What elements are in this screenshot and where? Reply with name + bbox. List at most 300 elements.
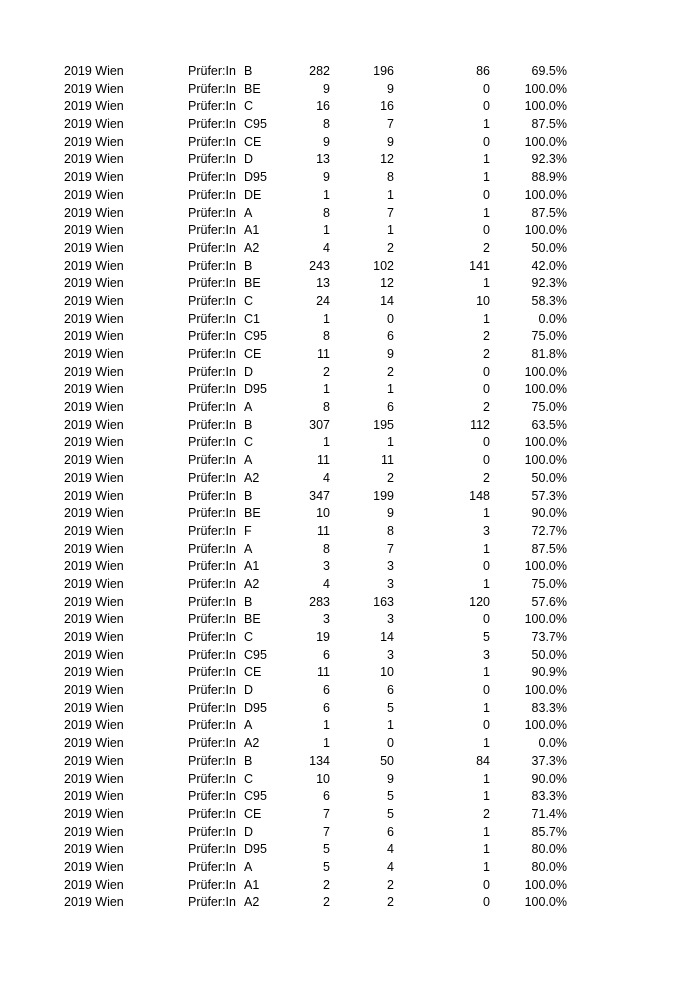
year-location-cell: 2019 Wien	[64, 806, 124, 821]
table-row	[0, 841, 700, 859]
passed-count-cell: 6	[387, 824, 394, 839]
examiner-cell: Prüfer:In	[188, 152, 236, 167]
pass-rate-cell: 0.0%	[538, 311, 567, 326]
license-class-cell: D95	[244, 700, 267, 715]
examiner-cell: Prüfer:In	[188, 470, 236, 485]
examiner-cell: Prüfer:In	[188, 683, 236, 698]
passed-count-cell: 3	[387, 612, 394, 627]
failed-count-cell: 1	[483, 205, 490, 220]
failed-count-cell: 1	[483, 276, 490, 291]
license-class-cell: F	[244, 523, 252, 538]
table-row	[0, 505, 700, 523]
failed-count-cell: 1	[483, 170, 490, 185]
pass-rate-cell: 57.6%	[531, 594, 567, 609]
examiner-cell: Prüfer:In	[188, 99, 236, 114]
pass-rate-cell: 100.0%	[524, 877, 567, 892]
passed-count-cell: 8	[387, 170, 394, 185]
passed-count-cell: 199	[373, 488, 394, 503]
passed-count-cell: 2	[387, 470, 394, 485]
license-class-cell: D	[244, 152, 254, 167]
table-row	[0, 452, 700, 470]
total-count-cell: 134	[309, 753, 330, 768]
total-count-cell: 2	[323, 895, 330, 910]
table-row	[0, 134, 700, 152]
pass-rate-cell: 100.0%	[524, 81, 567, 96]
failed-count-cell: 2	[483, 806, 490, 821]
examiner-cell: Prüfer:In	[188, 205, 236, 220]
license-class-cell: B	[244, 417, 253, 432]
total-count-cell: 19	[316, 630, 330, 644]
pass-rate-cell: 100.0%	[524, 187, 567, 202]
license-class-cell: A1	[244, 877, 260, 892]
total-count-cell: 6	[323, 683, 330, 698]
license-class-cell: B	[244, 753, 253, 768]
pass-rate-cell: 58.3%	[531, 293, 567, 308]
pass-rate-cell: 63.5%	[531, 417, 567, 432]
examiner-cell: Prüfer:In	[188, 576, 236, 591]
table-row	[0, 700, 700, 718]
table-row	[0, 328, 700, 346]
year-location-cell: 2019 Wien	[64, 187, 124, 202]
year-location-cell: 2019 Wien	[64, 223, 124, 238]
total-count-cell: 1	[323, 311, 330, 326]
pass-rate-cell: 87.5%	[531, 205, 567, 220]
license-class-cell: A1	[244, 223, 260, 238]
pass-rate-cell: 100.0%	[524, 559, 567, 574]
year-location-cell: 2019 Wien	[64, 718, 124, 733]
pass-rate-cell: 73.7%	[531, 630, 567, 644]
year-location-cell: 2019 Wien	[64, 895, 124, 910]
license-class-cell: BE	[244, 506, 261, 521]
total-count-cell: 5	[323, 842, 330, 857]
failed-count-cell: 2	[483, 329, 490, 344]
pass-rate-cell: 100.0%	[524, 382, 567, 397]
examiner-cell: Prüfer:In	[188, 400, 236, 415]
table-row	[0, 629, 700, 647]
year-location-cell: 2019 Wien	[64, 117, 124, 132]
total-count-cell: 243	[309, 258, 330, 273]
total-count-cell: 6	[323, 647, 330, 662]
license-class-cell: A2	[244, 470, 260, 485]
failed-count-cell: 0	[483, 895, 490, 910]
license-class-cell: C	[244, 99, 254, 114]
license-class-cell: A	[244, 205, 253, 220]
failed-count-cell: 2	[483, 400, 490, 415]
license-class-cell: B	[244, 64, 253, 78]
failed-count-cell: 1	[483, 665, 490, 680]
examiner-cell: Prüfer:In	[188, 842, 236, 857]
failed-count-cell: 1	[483, 506, 490, 521]
pass-rate-cell: 100.0%	[524, 612, 567, 627]
total-count-cell: 2	[323, 877, 330, 892]
year-location-cell: 2019 Wien	[64, 470, 124, 485]
failed-count-cell: 5	[483, 630, 490, 644]
passed-count-cell: 6	[387, 400, 394, 415]
passed-count-cell: 5	[387, 789, 394, 804]
examiner-cell: Prüfer:In	[188, 81, 236, 96]
license-class-cell: BE	[244, 81, 261, 96]
examiner-cell: Prüfer:In	[188, 877, 236, 892]
passed-count-cell: 7	[387, 205, 394, 220]
failed-count-cell: 1	[483, 152, 490, 167]
pass-rate-cell: 50.0%	[531, 647, 567, 662]
pass-rate-cell: 37.3%	[531, 753, 567, 768]
examiner-cell: Prüfer:In	[188, 736, 236, 751]
license-class-cell: B	[244, 594, 253, 609]
passed-count-cell: 0	[387, 311, 394, 326]
failed-count-cell: 0	[483, 382, 490, 397]
total-count-cell: 13	[316, 276, 330, 291]
table-row	[0, 346, 700, 364]
total-count-cell: 1	[323, 718, 330, 733]
examiner-cell: Prüfer:In	[188, 347, 236, 361]
table-row	[0, 859, 700, 877]
examiner-cell: Prüfer:In	[188, 240, 236, 255]
pass-rate-cell: 85.7%	[531, 824, 567, 839]
table-row	[0, 541, 700, 559]
passed-count-cell: 12	[380, 276, 394, 291]
license-class-cell: D	[244, 364, 254, 379]
passed-count-cell: 1	[387, 187, 394, 202]
failed-count-cell: 2	[483, 240, 490, 255]
passed-count-cell: 9	[387, 81, 394, 96]
pass-rate-cell: 90.0%	[531, 506, 567, 521]
total-count-cell: 6	[323, 700, 330, 715]
year-location-cell: 2019 Wien	[64, 523, 124, 538]
failed-count-cell: 1	[483, 824, 490, 839]
total-count-cell: 10	[316, 771, 330, 786]
table-row	[0, 806, 700, 824]
pass-rate-cell: 100.0%	[524, 364, 567, 379]
table-row	[0, 293, 700, 311]
license-class-cell: C1	[244, 311, 260, 326]
examiner-cell: Prüfer:In	[188, 718, 236, 733]
year-location-cell: 2019 Wien	[64, 559, 124, 574]
passed-count-cell: 16	[380, 99, 394, 114]
table-row	[0, 222, 700, 240]
year-location-cell: 2019 Wien	[64, 842, 124, 857]
passed-count-cell: 50	[380, 753, 394, 768]
passed-count-cell: 4	[387, 859, 394, 874]
pass-rate-cell: 83.3%	[531, 700, 567, 715]
license-class-cell: C95	[244, 789, 267, 804]
license-class-cell: D95	[244, 382, 267, 397]
passed-count-cell: 7	[387, 117, 394, 132]
pass-rate-cell: 100.0%	[524, 683, 567, 698]
failed-count-cell: 0	[483, 99, 490, 114]
pass-rate-cell: 75.0%	[531, 576, 567, 591]
year-location-cell: 2019 Wien	[64, 293, 124, 308]
examiner-cell: Prüfer:In	[188, 700, 236, 715]
examiner-cell: Prüfer:In	[188, 364, 236, 379]
failed-count-cell: 1	[483, 859, 490, 874]
table-row	[0, 258, 700, 276]
year-location-cell: 2019 Wien	[64, 347, 124, 361]
total-count-cell: 1	[323, 187, 330, 202]
table-row	[0, 417, 700, 435]
year-location-cell: 2019 Wien	[64, 488, 124, 503]
passed-count-cell: 9	[387, 771, 394, 786]
examiner-cell: Prüfer:In	[188, 223, 236, 238]
pass-rate-cell: 0.0%	[538, 736, 567, 751]
year-location-cell: 2019 Wien	[64, 736, 124, 751]
license-class-cell: A	[244, 718, 253, 733]
year-location-cell: 2019 Wien	[64, 170, 124, 185]
year-location-cell: 2019 Wien	[64, 753, 124, 768]
total-count-cell: 1	[323, 382, 330, 397]
table-row	[0, 717, 700, 735]
total-count-cell: 1	[323, 223, 330, 238]
failed-count-cell: 0	[483, 81, 490, 96]
failed-count-cell: 0	[483, 559, 490, 574]
table-row	[0, 523, 700, 541]
failed-count-cell: 0	[483, 223, 490, 238]
examiner-cell: Prüfer:In	[188, 594, 236, 609]
total-count-cell: 307	[309, 417, 330, 432]
passed-count-cell: 1	[387, 223, 394, 238]
passed-count-cell: 9	[387, 134, 394, 149]
failed-count-cell: 0	[483, 134, 490, 149]
pass-rate-cell: 100.0%	[524, 223, 567, 238]
total-count-cell: 283	[309, 594, 330, 609]
license-class-cell: D95	[244, 170, 267, 185]
year-location-cell: 2019 Wien	[64, 382, 124, 397]
year-location-cell: 2019 Wien	[64, 576, 124, 591]
table-row	[0, 824, 700, 842]
passed-count-cell: 8	[387, 523, 394, 538]
pass-rate-cell: 100.0%	[524, 435, 567, 450]
pass-rate-cell: 83.3%	[531, 789, 567, 804]
year-location-cell: 2019 Wien	[64, 630, 124, 644]
year-location-cell: 2019 Wien	[64, 417, 124, 432]
year-location-cell: 2019 Wien	[64, 683, 124, 698]
total-count-cell: 7	[323, 806, 330, 821]
pass-rate-cell: 71.4%	[531, 806, 567, 821]
failed-count-cell: 2	[483, 347, 490, 361]
license-class-cell: C	[244, 771, 254, 786]
license-class-cell: CE	[244, 665, 262, 680]
examiner-cell: Prüfer:In	[188, 435, 236, 450]
failed-count-cell: 120	[469, 594, 490, 609]
total-count-cell: 11	[317, 453, 330, 468]
passed-count-cell: 2	[387, 240, 394, 255]
failed-count-cell: 0	[483, 187, 490, 202]
examiner-cell: Prüfer:In	[188, 859, 236, 874]
license-class-cell: D95	[244, 842, 267, 857]
table-row	[0, 275, 700, 293]
license-class-cell: A2	[244, 895, 260, 910]
license-class-cell: CE	[244, 134, 262, 149]
table-row	[0, 894, 700, 912]
total-count-cell: 8	[323, 329, 330, 344]
failed-count-cell: 86	[476, 64, 490, 78]
examiner-cell: Prüfer:In	[188, 647, 236, 662]
year-location-cell: 2019 Wien	[64, 612, 124, 627]
failed-count-cell: 10	[476, 293, 490, 308]
license-class-cell: CE	[244, 806, 262, 821]
total-count-cell: 8	[323, 205, 330, 220]
total-count-cell: 11	[317, 523, 330, 538]
examiner-cell: Prüfer:In	[188, 806, 236, 821]
pass-rate-cell: 90.0%	[531, 771, 567, 786]
license-class-cell: D	[244, 683, 254, 698]
total-count-cell: 4	[323, 240, 330, 255]
passed-count-cell: 4	[387, 842, 394, 857]
table-row	[0, 169, 700, 187]
total-count-cell: 13	[316, 152, 330, 167]
pass-rate-cell: 100.0%	[524, 453, 567, 468]
license-class-cell: A	[244, 453, 253, 468]
failed-count-cell: 1	[483, 736, 490, 751]
passed-count-cell: 14	[380, 293, 394, 308]
year-location-cell: 2019 Wien	[64, 364, 124, 379]
license-class-cell: C	[244, 435, 254, 450]
examiner-cell: Prüfer:In	[188, 64, 236, 78]
examiner-cell: Prüfer:In	[188, 293, 236, 308]
failed-count-cell: 1	[483, 541, 490, 556]
pass-rate-cell: 80.0%	[531, 842, 567, 857]
passed-count-cell: 0	[387, 736, 394, 751]
total-count-cell: 11	[317, 347, 330, 361]
year-location-cell: 2019 Wien	[64, 594, 124, 609]
pass-rate-cell: 87.5%	[531, 117, 567, 132]
year-location-cell: 2019 Wien	[64, 240, 124, 255]
table-row	[0, 187, 700, 205]
total-count-cell: 1	[323, 435, 330, 450]
table-row	[0, 116, 700, 134]
license-class-cell: B	[244, 488, 253, 503]
year-location-cell: 2019 Wien	[64, 134, 124, 149]
failed-count-cell: 112	[470, 417, 490, 432]
year-location-cell: 2019 Wien	[64, 453, 124, 468]
examiner-cell: Prüfer:In	[188, 453, 236, 468]
examiner-cell: Prüfer:In	[188, 276, 236, 291]
year-location-cell: 2019 Wien	[64, 311, 124, 326]
passed-count-cell: 1	[387, 718, 394, 733]
total-count-cell: 24	[316, 293, 330, 308]
table-row	[0, 647, 700, 665]
failed-count-cell: 0	[483, 683, 490, 698]
year-location-cell: 2019 Wien	[64, 877, 124, 892]
license-class-cell: C	[244, 293, 254, 308]
examiner-cell: Prüfer:In	[188, 506, 236, 521]
passed-count-cell: 3	[387, 576, 394, 591]
failed-count-cell: 2	[483, 470, 490, 485]
license-class-cell: A2	[244, 736, 260, 751]
total-count-cell: 4	[323, 470, 330, 485]
passed-count-cell: 2	[387, 877, 394, 892]
license-class-cell: A	[244, 400, 253, 415]
total-count-cell: 16	[316, 99, 330, 114]
total-count-cell: 347	[309, 488, 330, 503]
examiner-cell: Prüfer:In	[188, 187, 236, 202]
passed-count-cell: 9	[387, 347, 394, 361]
table-row	[0, 753, 700, 771]
year-location-cell: 2019 Wien	[64, 205, 124, 220]
total-count-cell: 5	[323, 859, 330, 874]
passed-count-cell: 7	[387, 541, 394, 556]
pass-rate-cell: 50.0%	[531, 240, 567, 255]
year-location-cell: 2019 Wien	[64, 329, 124, 344]
examiner-cell: Prüfer:In	[188, 417, 236, 432]
pass-rate-cell: 87.5%	[531, 541, 567, 556]
examiner-cell: Prüfer:In	[188, 771, 236, 786]
license-class-cell: A	[244, 859, 253, 874]
table-row	[0, 205, 700, 223]
examiner-cell: Prüfer:In	[188, 665, 236, 680]
pass-rate-cell: 50.0%	[531, 470, 567, 485]
year-location-cell: 2019 Wien	[64, 81, 124, 96]
total-count-cell: 11	[317, 665, 330, 680]
examiner-cell: Prüfer:In	[188, 895, 236, 910]
table-row	[0, 98, 700, 116]
passed-count-cell: 6	[387, 329, 394, 344]
passed-count-cell: 10	[380, 665, 394, 680]
examiner-cell: Prüfer:In	[188, 488, 236, 503]
table-row	[0, 611, 700, 629]
year-location-cell: 2019 Wien	[64, 258, 124, 273]
total-count-cell: 4	[323, 576, 330, 591]
year-location-cell: 2019 Wien	[64, 700, 124, 715]
passed-count-cell: 1	[387, 382, 394, 397]
failed-count-cell: 148	[469, 488, 490, 503]
pass-rate-cell: 90.9%	[531, 665, 567, 680]
examiner-cell: Prüfer:In	[188, 630, 236, 644]
license-class-cell: C95	[244, 329, 267, 344]
license-class-cell: C95	[244, 117, 267, 132]
failed-count-cell: 0	[483, 364, 490, 379]
table-row	[0, 434, 700, 452]
license-class-cell: A	[244, 541, 253, 556]
total-count-cell: 6	[323, 789, 330, 804]
failed-count-cell: 3	[483, 523, 490, 538]
year-location-cell: 2019 Wien	[64, 541, 124, 556]
table-row	[0, 381, 700, 399]
table-row	[0, 558, 700, 576]
year-location-cell: 2019 Wien	[64, 789, 124, 804]
passed-count-cell: 102	[373, 258, 394, 273]
passed-count-cell: 1	[387, 435, 394, 450]
table-row	[0, 664, 700, 682]
total-count-cell: 8	[323, 117, 330, 132]
license-class-cell: B	[244, 258, 253, 273]
year-location-cell: 2019 Wien	[64, 400, 124, 415]
license-class-cell: CE	[244, 347, 262, 361]
total-count-cell: 3	[323, 612, 330, 627]
failed-count-cell: 141	[469, 258, 490, 273]
examiner-cell: Prüfer:In	[188, 117, 236, 132]
failed-count-cell: 1	[483, 789, 490, 804]
pass-rate-cell: 80.0%	[531, 859, 567, 874]
pass-rate-cell: 81.8%	[531, 347, 567, 361]
license-class-cell: C	[244, 630, 254, 644]
failed-count-cell: 0	[483, 453, 490, 468]
table-row	[0, 788, 700, 806]
pass-rate-cell: 100.0%	[524, 99, 567, 114]
passed-count-cell: 196	[373, 64, 394, 78]
table-row	[0, 63, 700, 81]
passed-count-cell: 163	[373, 594, 394, 609]
failed-count-cell: 3	[483, 647, 490, 662]
pass-rate-cell: 88.9%	[531, 170, 567, 185]
passed-count-cell: 5	[387, 806, 394, 821]
failed-count-cell: 1	[483, 842, 490, 857]
license-class-cell: D	[244, 824, 254, 839]
failed-count-cell: 1	[483, 117, 490, 132]
table-row	[0, 877, 700, 895]
total-count-cell: 1	[323, 736, 330, 751]
table-row	[0, 364, 700, 382]
